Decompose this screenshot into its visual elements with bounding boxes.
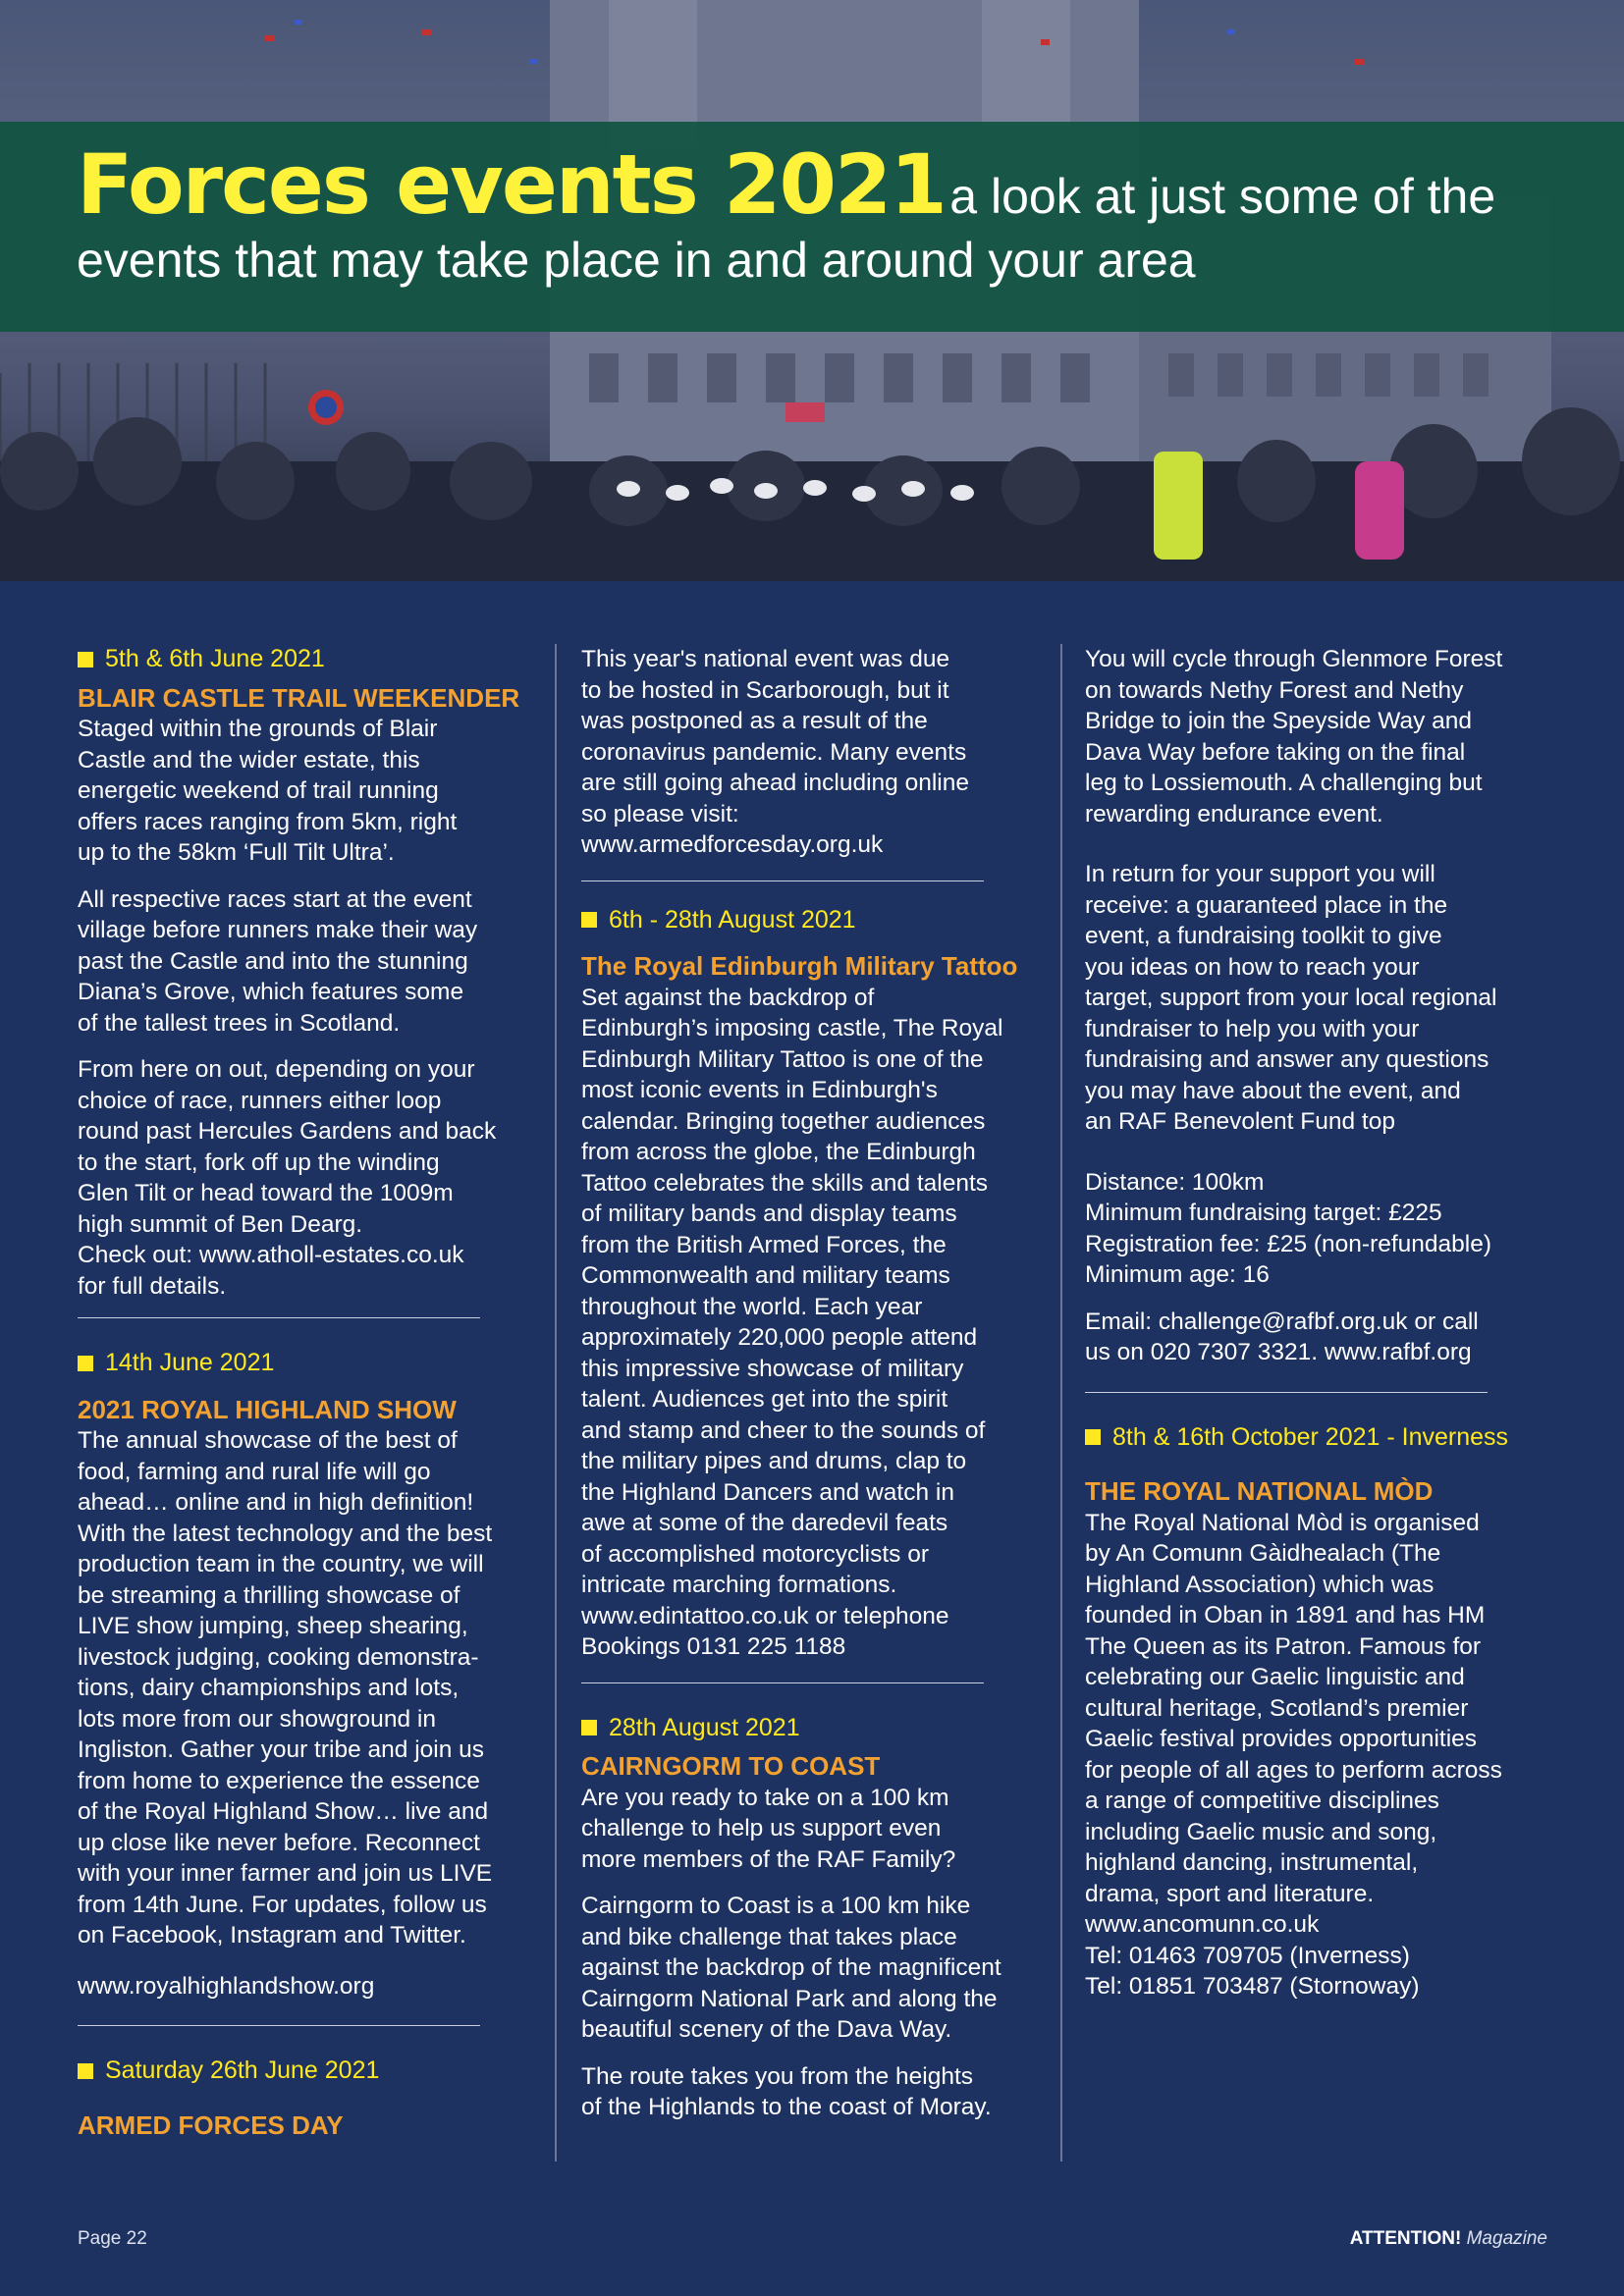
event-paragraph: From here on out, depending on your choice of race, runners either loop round past Hercules Gardens and back to the start, fork off up the winding Glen Tilt or head toward the 1009m high summit of Ben Dearg. Check out: www.atholl-estates.co.uk for full details. [78, 1056, 497, 1300]
title-subtitle-line2: events that may take place in and around your area [77, 232, 1196, 288]
event-paragraph: All respective races start at the event village before runners make their way past the Castle and into the stunning Diana’s Grove, which features some of the tallest trees in Scotland. [78, 885, 478, 1037]
spectator-pink [1355, 461, 1404, 560]
event-date: 5th & 6th June 2021 [78, 644, 544, 675]
bullet-square-icon [581, 912, 597, 928]
event-title: THE ROYAL NATIONAL MÒD [1085, 1476, 1434, 1506]
bullet-square-icon [78, 1356, 93, 1371]
title-subtitle-line1: a look at just some of the [949, 169, 1496, 224]
column-2 [581, 644, 1053, 2123]
event-title: The Royal Edinburgh Military Tattoo [581, 951, 1018, 981]
event-paragraph: In return for your support you will receive: a guaranteed place in the event, a fundraising toolkit to give you ideas on how to reach your target, support from your local regional fundraiser to help you with your fundraising and answer any questions you may have about the event, and an RAF Benevolent Fund top [1085, 861, 1497, 1135]
event-contact: Email: challenge@rafbf.org.uk or call us on 020 7307 3321. www.rafbf.org [1085, 1308, 1479, 1365]
event-title: CAIRNGORM TO COAST [581, 1751, 881, 1781]
column-1 [78, 644, 544, 2141]
magazine-label: Magazine [1466, 2228, 1547, 2249]
event-paragraph: The annual showcase of the best of food, farming and rural life will go ahead… online and in high definition! With the latest technology and the best production team in the country, we will be streaming a thrilling showcase of LIVE show jumping, sheep shearing, livestock judging, cooking demonstra- tions, dairy championships and lots, lots more from our showground in Ingliston. Gather your tribe and join us from home to experience the essence of the Royal Highland Show… live and up close like never before. Reconnect with your inner farmer and join us LIVE from 14th June. For updates, follow us on Facebook, Instagram and Twitter. [78, 1427, 493, 1949]
event-details: Distance: 100km Minimum fundraising target: £225 Registration fee: £25 (non-refundable) Minimum age: 16 [1085, 1168, 1492, 1288]
event-date: 14th June 2021 [78, 1348, 544, 1379]
page-number: Page 22 [78, 2228, 147, 2249]
magazine-brand: ATTENTION! [1349, 2228, 1462, 2249]
event-date: 8th & 16th October 2021 - Inverness [1085, 1422, 1551, 1454]
building-tower [982, 0, 1070, 128]
magazine-credit [1350, 2228, 1547, 2250]
event-title: ARMED FORCES DAY [78, 2109, 344, 2140]
police-hi-vis [1154, 452, 1203, 560]
event-paragraph: This year's national event was due to be hosted in Scarborough, but it was postponed as a result of the coronavirus pandemic. Many events are still going ahead including online so please visit: www.armedforcesday.org.uk [581, 646, 970, 858]
event-paragraph: The Royal National Mòd is organised by An Comunn Gàidhealach (The Highland Association) which was founded in Oban in 1891 and has HM The Queen as its Patron. Famous for celebrating our Gaelic linguistic and cultural heritage, Scotland’s premier Gaelic festival provides opportunities for people of all ages to perform across a range of competitive disciplines including Gaelic music and song, highland dancing, instrumental, drama, sport and literature. www.ancomunn.co.uk Tel: 01463 709705 (Inverness) Tel: 01851 703487 (Stornoway) [1085, 1509, 1502, 2000]
title-main: Forces events 2021 [77, 136, 946, 233]
event-paragraph: You will cycle through Glenmore Forest on towards Nethy Forest and Nethy Bridge to join the Speyside Way and Dava Way before taking on the final leg to Lossiemouth. A challenging but rewarding endurance event. [1085, 646, 1503, 828]
event-date: 6th - 28th August 2021 [581, 905, 1053, 936]
bullet-square-icon [581, 1720, 597, 1735]
event-paragraph: www.royalhighlandshow.org [78, 1972, 375, 2000]
column-divider [555, 644, 557, 2162]
event-title: BLAIR CASTLE TRAIL WEEKENDER [78, 682, 520, 713]
event-paragraph: Staged within the grounds of Blair Castle and the wider estate, this energetic weekend of trail running offers races ranging from 5km, right up to the 58km ‘Full Tilt Ultra’. [78, 716, 458, 866]
page-title [77, 137, 1569, 289]
event-paragraph: Cairngorm to Coast is a 100 km hike and bike challenge that takes place against the backdrop of the magnificent Cairngorm National Park and along the beautiful scenery of the Dava Way. [581, 1893, 1001, 2043]
bullet-square-icon [1085, 1429, 1101, 1445]
column-3 [1085, 644, 1551, 2002]
column-divider [1060, 644, 1062, 2162]
event-paragraph: Set against the backdrop of Edinburgh’s imposing castle, The Royal Edinburgh Military Tattoo is one of the most iconic events in Edinburgh's calendar. Bringing together audiences from across the globe, the Edinburgh Tattoo celebrates the skills and talents of military bands and display teams from the British Armed Forces, the Commonwealth and military teams throughout the world. Each year approximately 220,000 people attend this impressive showcase of military talent. Audiences get into the spirit and stamp and cheer to the sounds of the military pipes and drums, clap to the Highland Dancers and watch in awe at some of the daredevil feats of accomplished motorcyclists or intricate marching formations. www.edintattoo.co.uk or telephone Bookings 0131 225 1188 [581, 984, 1003, 1660]
event-paragraph: Are you ready to take on a 100 km challenge to help us support even more members of the RAF Family? [581, 1784, 956, 1873]
event-date: 28th August 2021 [581, 1713, 1053, 1744]
event-paragraph: The route takes you from the heights of the Highlands to the coast of Moray. [581, 2062, 992, 2120]
event-date: Saturday 26th June 2021 [78, 2056, 544, 2087]
bullet-square-icon [78, 652, 93, 667]
bullet-square-icon [78, 2063, 93, 2079]
event-title: 2021 ROYAL HIGHLAND SHOW [78, 1394, 457, 1424]
